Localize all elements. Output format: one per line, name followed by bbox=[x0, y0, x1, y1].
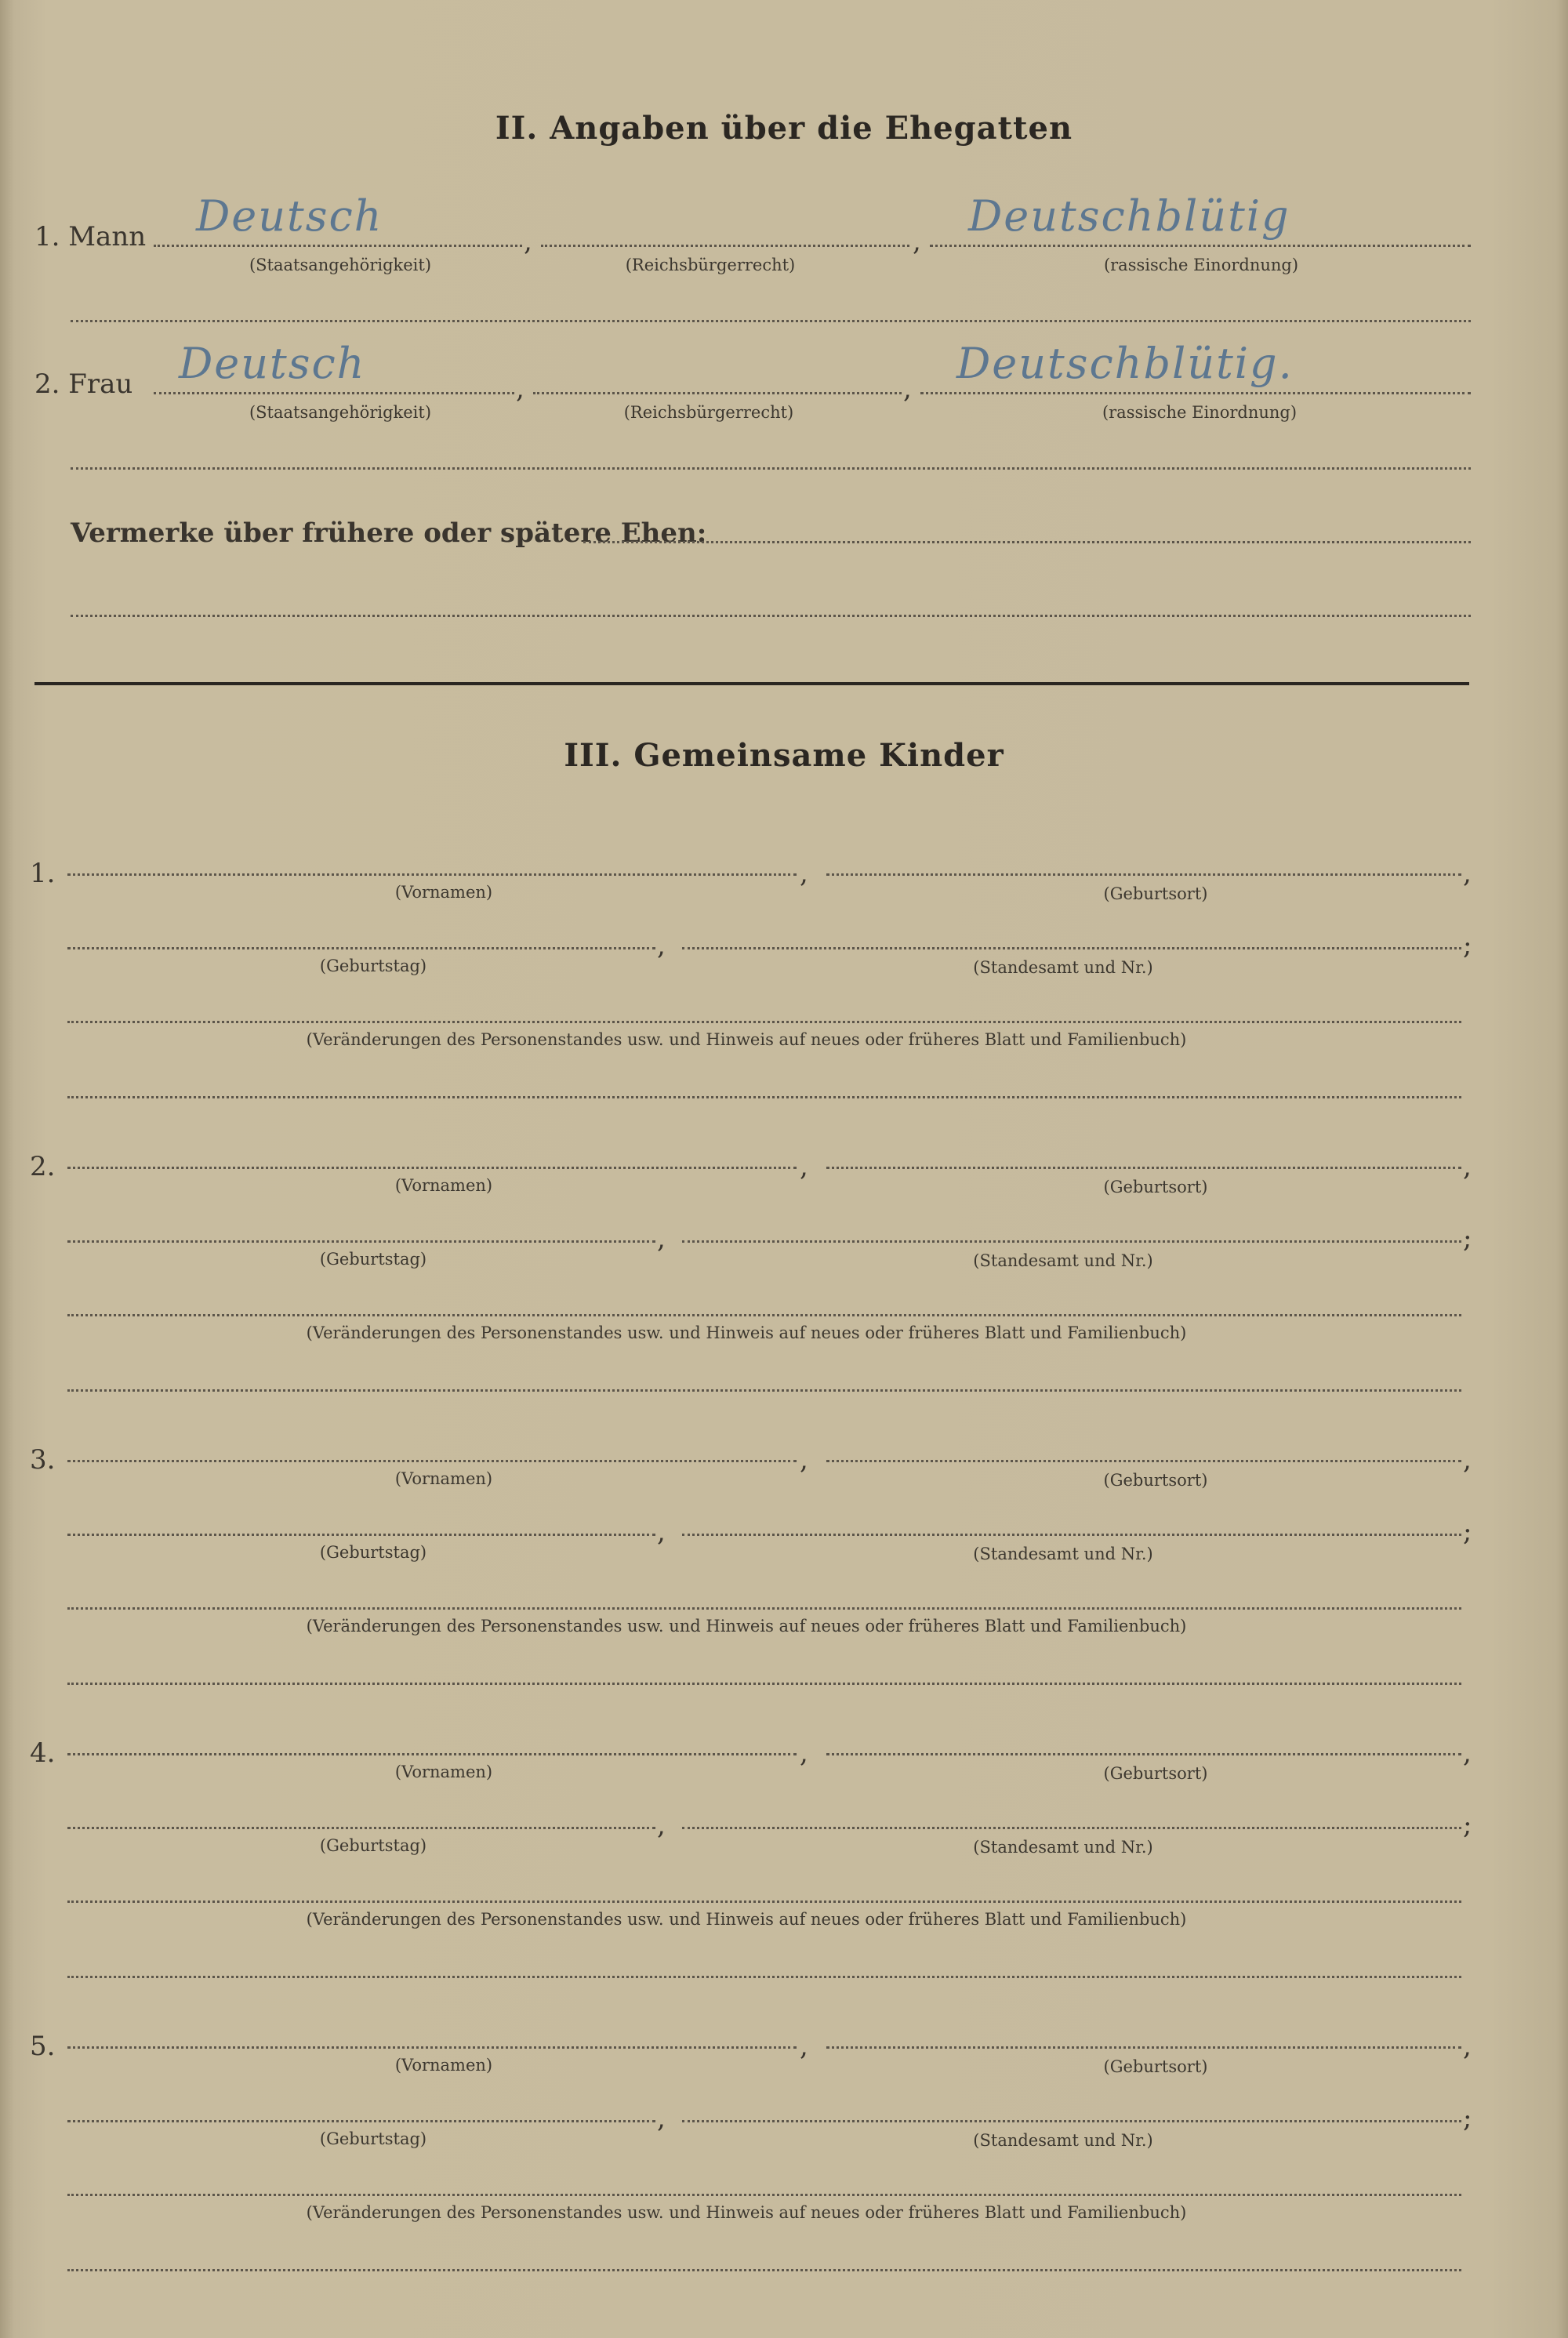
child-geburtstag-field[interactable] bbox=[67, 1827, 655, 1829]
remarks-field[interactable] bbox=[583, 541, 1471, 543]
wife-rassische-field[interactable] bbox=[920, 392, 1471, 394]
caption-rassische-einordnung: (rassische Einordnung) bbox=[1103, 256, 1299, 274]
caption-geburtstag: (Geburtstag) bbox=[319, 1250, 427, 1269]
wife-extra-line[interactable] bbox=[71, 467, 1471, 470]
section-divider bbox=[34, 682, 1469, 685]
child-vornamen-field[interactable] bbox=[67, 2046, 797, 2049]
comma: , bbox=[800, 1737, 808, 1769]
caption-vornamen: (Vornamen) bbox=[394, 1469, 493, 1488]
caption-geburtstag: (Geburtstag) bbox=[319, 1836, 427, 1855]
caption-reichsbuergerrecht: (Reichsbürgerrecht) bbox=[623, 403, 794, 422]
comma: , bbox=[1463, 2031, 1472, 2062]
husband-reichsbuergerrecht-field[interactable] bbox=[541, 245, 909, 247]
comma: , bbox=[524, 226, 532, 257]
child-geburtsort-field[interactable] bbox=[826, 1460, 1461, 1462]
child-standesamt-field[interactable] bbox=[682, 2120, 1461, 2122]
comma: , bbox=[913, 226, 921, 257]
child-extra-line[interactable] bbox=[67, 2269, 1461, 2271]
caption-veraenderungen: (Veränderungen des Personenstandes usw. und Hinweis auf neues oder früheres Blatt und Familienbuch) bbox=[306, 1910, 1187, 1929]
caption-staatsangehoerigkeit: (Staatsangehörigkeit) bbox=[249, 403, 432, 422]
wife-staatsangehoerigkeit-field[interactable] bbox=[154, 392, 514, 394]
child-geburtstag-field[interactable] bbox=[67, 1534, 655, 1536]
caption-vornamen: (Vornamen) bbox=[394, 1763, 493, 1781]
child-standesamt-field[interactable] bbox=[682, 1827, 1461, 1829]
semicolon: ; bbox=[1463, 1810, 1472, 1841]
comma: , bbox=[657, 1223, 666, 1254]
caption-standesamt: (Standesamt und Nr.) bbox=[973, 958, 1153, 977]
semicolon: ; bbox=[1463, 1516, 1472, 1548]
husband-rassische-field[interactable] bbox=[930, 245, 1471, 247]
caption-geburtsort: (Geburtsort) bbox=[1103, 2057, 1208, 2076]
caption-standesamt: (Standesamt und Nr.) bbox=[973, 1545, 1153, 1563]
child-geburtsort-field[interactable] bbox=[826, 1753, 1461, 1755]
child-vornamen-field[interactable] bbox=[67, 1167, 797, 1169]
child-standesamt-field[interactable] bbox=[682, 1534, 1461, 1536]
caption-standesamt: (Standesamt und Nr.) bbox=[973, 1251, 1153, 1270]
comma: , bbox=[1463, 1444, 1472, 1476]
remarks-field-2[interactable] bbox=[71, 615, 1471, 617]
semicolon: ; bbox=[1463, 930, 1472, 961]
caption-geburtstag: (Geburtstag) bbox=[319, 2129, 427, 2148]
comma: , bbox=[800, 1151, 808, 1182]
wife-staatsangehoerigkeit-value: Deutsch bbox=[179, 339, 366, 388]
child-number: 4. bbox=[30, 1737, 56, 1769]
caption-geburtsort: (Geburtsort) bbox=[1103, 1178, 1208, 1196]
child-extra-line[interactable] bbox=[67, 1096, 1461, 1098]
husband-extra-line[interactable] bbox=[71, 320, 1471, 322]
comma: , bbox=[800, 858, 808, 889]
wife-rassische-value: Deutschblütig. bbox=[956, 339, 1294, 388]
child-geburtsort-field[interactable] bbox=[826, 2046, 1461, 2049]
child-veraenderungen-field[interactable] bbox=[67, 1314, 1461, 1316]
caption-standesamt: (Standesamt und Nr.) bbox=[973, 2131, 1153, 2150]
child-geburtsort-field[interactable] bbox=[826, 873, 1461, 876]
caption-veraenderungen: (Veränderungen des Personenstandes usw. und Hinweis auf neues oder früheres Blatt und Familienbuch) bbox=[306, 2203, 1187, 2222]
child-extra-line[interactable] bbox=[67, 1976, 1461, 1978]
semicolon: ; bbox=[1463, 2103, 1472, 2134]
child-number: 5. bbox=[30, 2031, 56, 2062]
child-geburtsort-field[interactable] bbox=[826, 1167, 1461, 1169]
husband-label: 1. Mann bbox=[34, 221, 147, 252]
semicolon: ; bbox=[1463, 1223, 1472, 1254]
comma: , bbox=[657, 1516, 666, 1548]
child-number: 2. bbox=[30, 1151, 56, 1182]
caption-vornamen: (Vornamen) bbox=[394, 1176, 493, 1195]
caption-rassische-einordnung: (rassische Einordnung) bbox=[1102, 403, 1298, 422]
comma: , bbox=[1463, 1737, 1472, 1769]
husband-rassische-value: Deutschblütig bbox=[968, 191, 1290, 241]
caption-geburtstag: (Geburtstag) bbox=[319, 957, 427, 975]
comma: , bbox=[657, 930, 666, 961]
child-extra-line[interactable] bbox=[67, 1389, 1461, 1392]
section-2-title: II. Angaben über die Ehegatten bbox=[495, 110, 1073, 147]
husband-staatsangehoerigkeit-value: Deutsch bbox=[196, 191, 383, 241]
child-veraenderungen-field[interactable] bbox=[67, 2194, 1461, 2196]
comma: , bbox=[657, 1810, 666, 1841]
child-number: 1. bbox=[30, 858, 56, 889]
caption-geburtstag: (Geburtstag) bbox=[319, 1543, 427, 1562]
comma: , bbox=[1463, 1151, 1472, 1182]
caption-veraenderungen: (Veränderungen des Personenstandes usw. und Hinweis auf neues oder früheres Blatt und Familienbuch) bbox=[306, 1617, 1187, 1636]
comma: , bbox=[1463, 858, 1472, 889]
caption-staatsangehoerigkeit: (Staatsangehörigkeit) bbox=[249, 256, 432, 274]
caption-geburtsort: (Geburtsort) bbox=[1103, 1764, 1208, 1783]
caption-geburtsort: (Geburtsort) bbox=[1103, 884, 1208, 903]
child-extra-line[interactable] bbox=[67, 1683, 1461, 1685]
remarks-label: Vermerke über frühere oder spätere Ehen: bbox=[71, 517, 707, 549]
caption-geburtsort: (Geburtsort) bbox=[1103, 1471, 1208, 1490]
child-standesamt-field[interactable] bbox=[682, 1240, 1461, 1243]
caption-standesamt: (Standesamt und Nr.) bbox=[973, 1838, 1153, 1857]
child-vornamen-field[interactable] bbox=[67, 873, 797, 876]
child-standesamt-field[interactable] bbox=[682, 947, 1461, 949]
child-veraenderungen-field[interactable] bbox=[67, 1021, 1461, 1023]
comma: , bbox=[657, 2103, 666, 2134]
comma: , bbox=[516, 373, 524, 405]
comma: , bbox=[800, 1444, 808, 1476]
child-vornamen-field[interactable] bbox=[67, 1753, 797, 1755]
caption-reichsbuergerrecht: (Reichsbürgerrecht) bbox=[625, 256, 796, 274]
child-geburtstag-field[interactable] bbox=[67, 2120, 655, 2122]
caption-vornamen: (Vornamen) bbox=[394, 2056, 493, 2075]
comma: , bbox=[800, 2031, 808, 2062]
husband-staatsangehoerigkeit-field[interactable] bbox=[154, 245, 522, 247]
child-geburtstag-field[interactable] bbox=[67, 1240, 655, 1243]
wife-reichsbuergerrecht-field[interactable] bbox=[533, 392, 902, 394]
child-veraenderungen-field[interactable] bbox=[67, 1607, 1461, 1610]
section-3-title: III. Gemeinsame Kinder bbox=[564, 737, 1004, 774]
child-vornamen-field[interactable] bbox=[67, 1460, 797, 1462]
child-veraenderungen-field[interactable] bbox=[67, 1901, 1461, 1903]
child-number: 3. bbox=[30, 1444, 56, 1476]
wife-label: 2. Frau bbox=[34, 368, 133, 400]
child-geburtstag-field[interactable] bbox=[67, 947, 655, 949]
comma: , bbox=[903, 373, 912, 405]
caption-veraenderungen: (Veränderungen des Personenstandes usw. und Hinweis auf neues oder früheres Blatt und Familienbuch) bbox=[306, 1323, 1187, 1342]
caption-veraenderungen: (Veränderungen des Personenstandes usw. und Hinweis auf neues oder früheres Blatt und Familienbuch) bbox=[306, 1030, 1187, 1049]
caption-vornamen: (Vornamen) bbox=[394, 883, 493, 902]
